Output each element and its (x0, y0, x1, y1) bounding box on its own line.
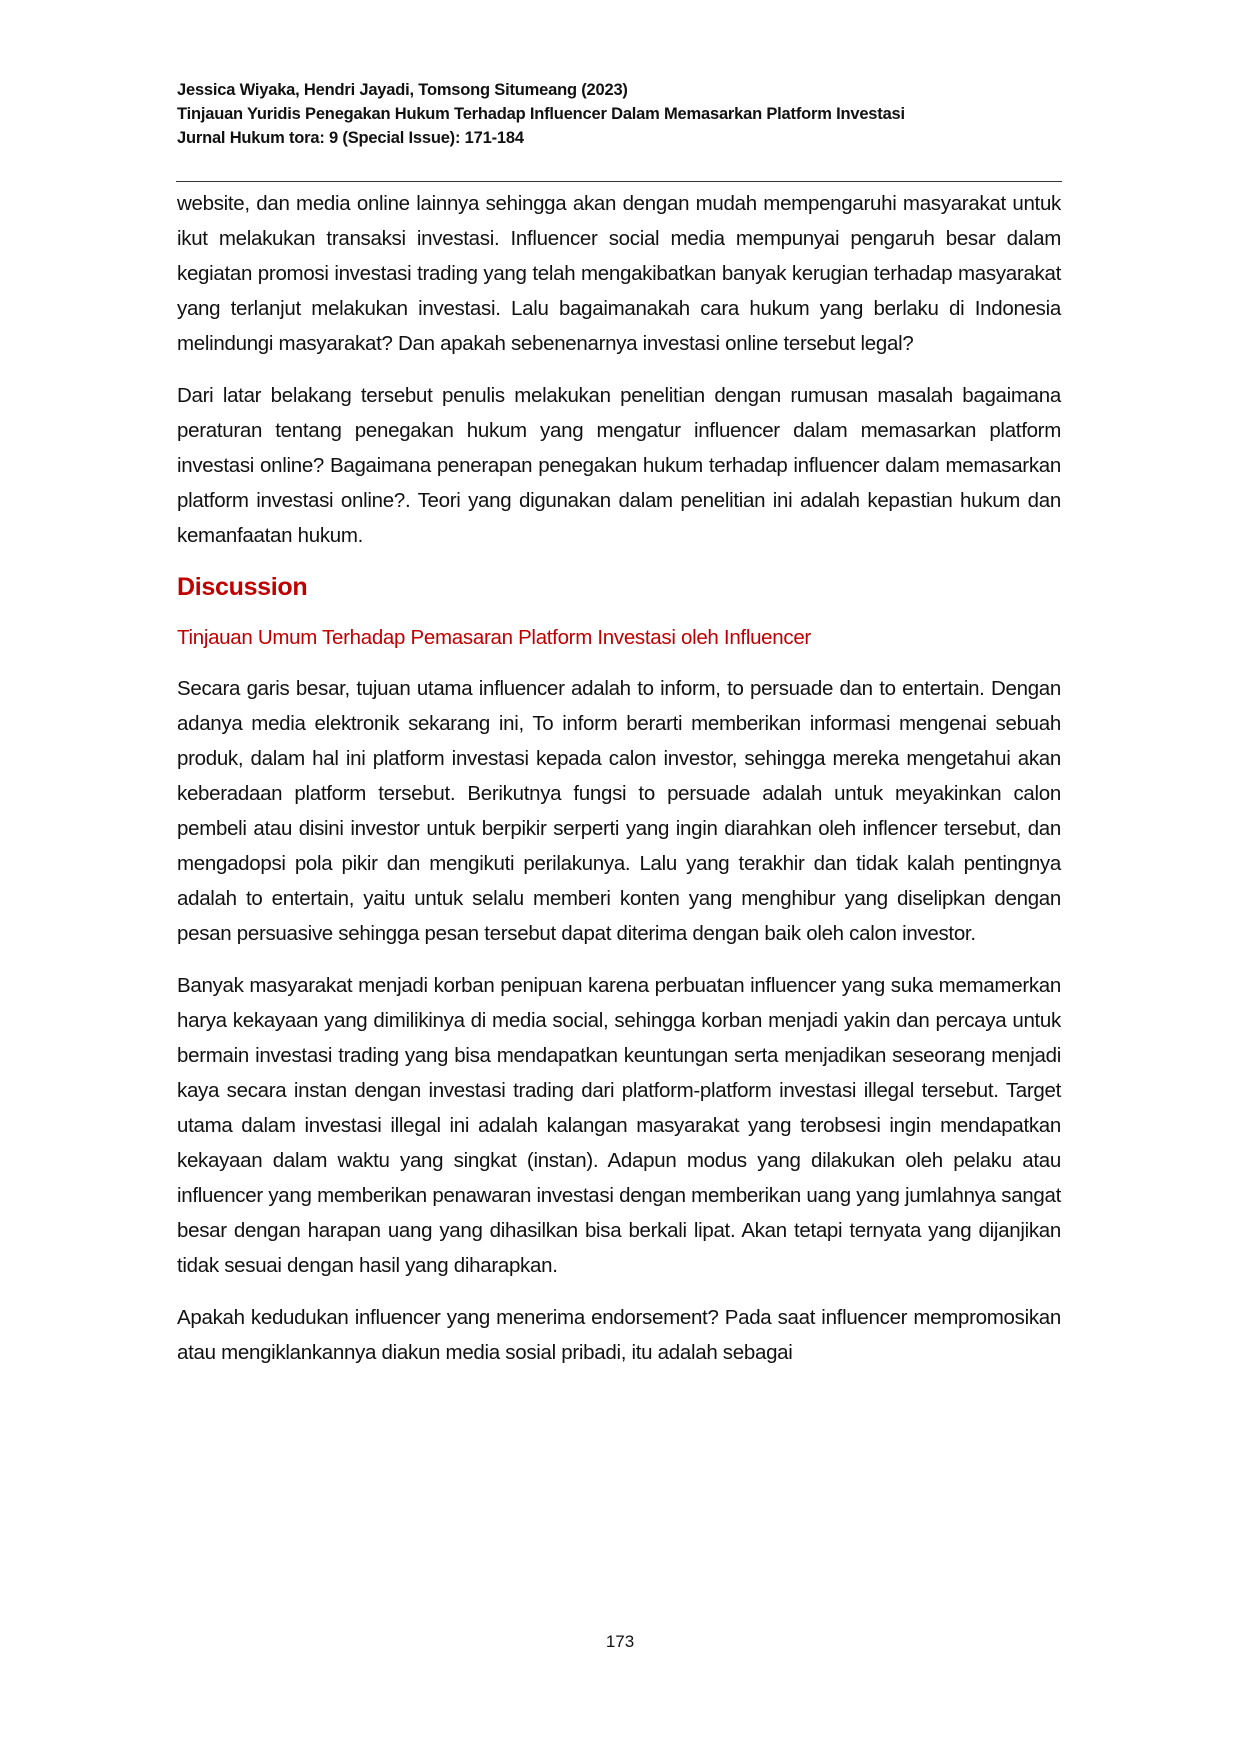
subsection-heading: Tinjauan Umum Terhadap Pemasaran Platform Investasi oleh Influencer (177, 626, 811, 649)
article-body (177, 186, 1061, 1387)
page-number: 173 (605, 1632, 635, 1651)
running-header (177, 78, 1057, 150)
body-paragraph: website, dan media online lainnya sehingga akan dengan mudah mempengaruhi masyarakat untuk ikut melakukan transaksi investasi. Influencer social media mempunyai pengaruh besar dalam kegiatan promosi investasi trading yang telah mengakibatkan banyak kerugian terhadap masyarakat yang terlanjut melakukan investasi. Lalu bagaimanakah cara hukum yang berlaku di Indonesia melindungi masyarakat? Dan apakah sebenenarnya investasi online tersebut legal? (177, 192, 1061, 355)
body-paragraph: Apakah kedudukan influencer yang menerima endorsement? Pada saat influencer mempromosikan atau mengiklankannya diakun media sosial pribadi, itu adalah sebagai (177, 1306, 1061, 1364)
header-authors: Jessica Wiyaka, Hendri Jayadi, Tomsong Situmeang (2023) (177, 81, 628, 99)
header-journal-citation: Jurnal Hukum tora: 9 (Special Issue): 171-184 (177, 129, 524, 147)
body-paragraph: Dari latar belakang tersebut penulis melakukan penelitian dengan rumusan masalah bagaimana peraturan tentang penegakan hukum yang mengatur influencer dalam memasarkan platform investasi online? Bagaimana penerapan penegakan hukum terhadap influencer dalam memasarkan platform investasi online?. Teori yang digunakan dalam penelitian ini adalah kepastian hukum dan kemanfaatan hukum. (177, 384, 1061, 547)
body-paragraph: Secara garis besar, tujuan utama influencer adalah to inform, to persuade dan to entertain. Dengan adanya media elektronik sekarang ini, To inform berarti memberikan informasi mengenai sebuah produk, dalam hal ini platform investasi kepada calon investor, sehingga mereka mengetahui akan keberadaan platform tersebut. Berikutnya fungsi to persuade adalah untuk meyakinkan calon pembeli atau disini investor untuk berpikir serperti yang ingin diarahkan oleh inflencer tersebut, dan mengadopsi pola pikir dan mengikuti perilakunya. Lalu yang terakhir dan tidak kalah pentingnya adalah to entertain, yaitu untuk selalu memberi konten yang menghibur yang diselipkan dengan pesan persuasive sehingga pesan tersebut dapat diterima dengan baik oleh calon investor. (177, 677, 1061, 945)
header-article-title: Tinjauan Yuridis Penegakan Hukum Terhadap Influencer Dalam Memasarkan Platform Investasi (177, 105, 905, 123)
section-heading-discussion: Discussion (177, 573, 308, 601)
body-paragraph: Banyak masyarakat menjadi korban penipuan karena perbuatan influencer yang suka memamerkan harya kekayaan yang dimilikinya di media social, sehingga korban menjadi yakin dan percaya untuk bermain investasi trading yang bisa mendapatkan keuntungan serta menjadikan seseorang menjadi kaya secara instan dengan investasi trading dari platform-platform investasi illegal tersebut. Target utama dalam investasi illegal ini adalah kalangan masyarakat yang terobsesi ingin mendapatkan kekayaan dalam waktu yang singkat (instan). Adapun modus yang dilakukan oleh pelaku atau influencer yang memberikan penawaran investasi dengan memberikan uang yang jumlahnya sangat besar dengan harapan uang yang dihasilkan bisa berkali lipat. Akan tetapi ternyata yang dijanjikan tidak sesuai dengan hasil yang diharapkan. (177, 974, 1061, 1277)
header-divider (176, 181, 1062, 182)
